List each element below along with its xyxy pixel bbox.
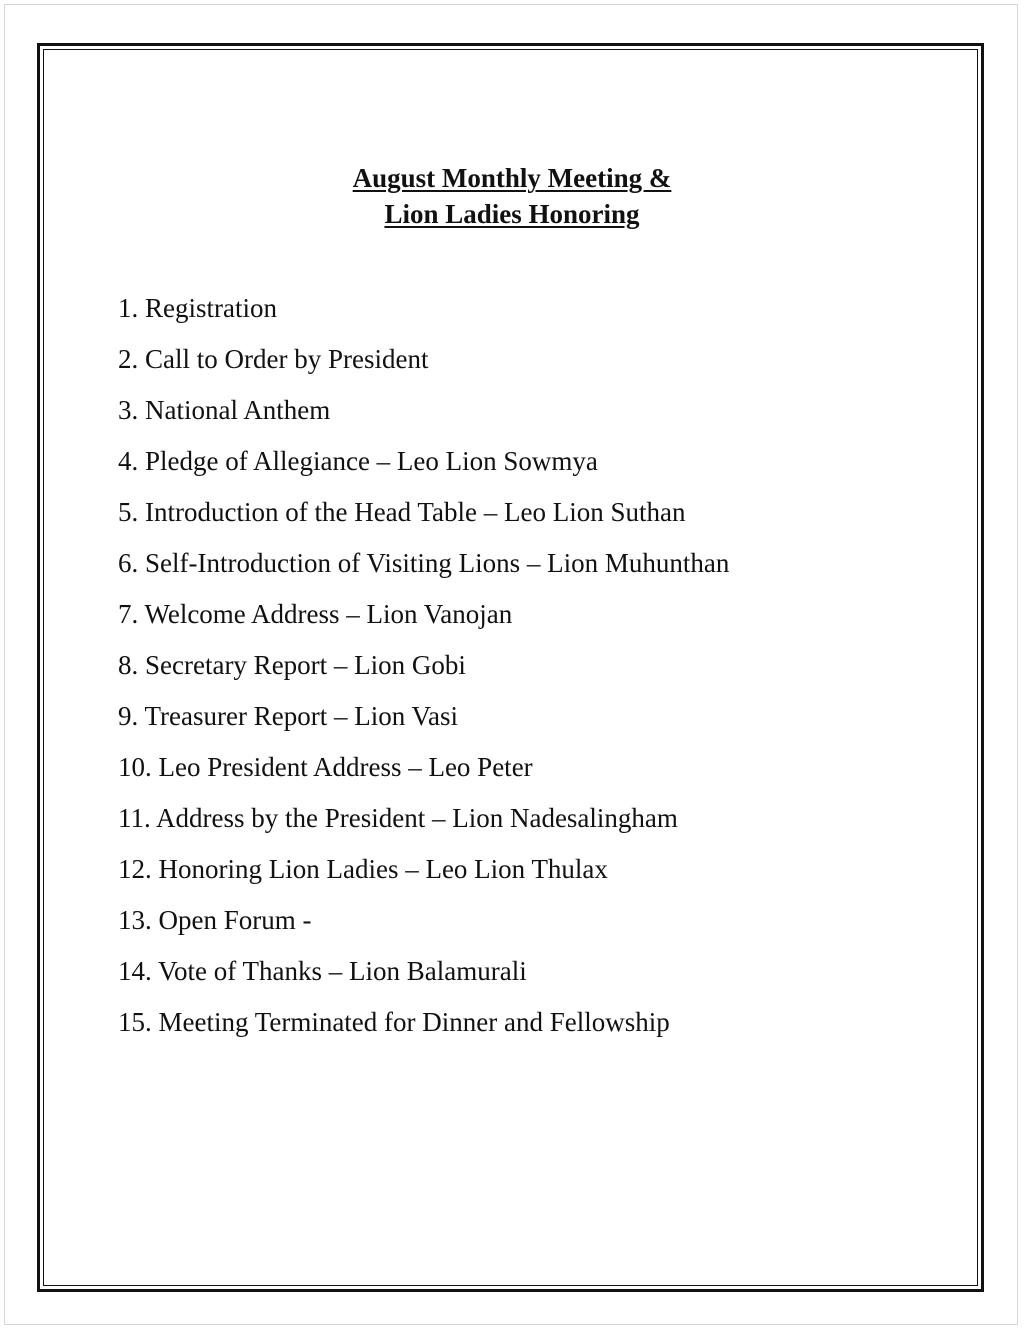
- agenda-item: 6. Self-Introduction of Visiting Lions – Lion Muhunthan: [118, 548, 730, 578]
- agenda-list: [118, 283, 729, 1048]
- agenda-item: 10. Leo President Address – Leo Peter: [118, 752, 533, 782]
- agenda-item: 12. Honoring Lion Ladies – Leo Lion Thulax: [118, 854, 608, 884]
- title-line-1: August Monthly Meeting &: [352, 163, 672, 193]
- agenda-item: 2. Call to Order by President: [118, 344, 429, 374]
- document-title: [0, 160, 1024, 232]
- agenda-item: 9. Treasurer Report – Lion Vasi: [118, 701, 458, 731]
- agenda-item: 11. Address by the President – Lion Nadesalingham: [118, 803, 678, 833]
- title-line-2: Lion Ladies Honoring: [384, 199, 640, 229]
- agenda-item: 4. Pledge of Allegiance – Leo Lion Sowmya: [118, 446, 598, 476]
- agenda-item: 15. Meeting Terminated for Dinner and Fellowship: [118, 1007, 670, 1037]
- agenda-item: 1. Registration: [118, 293, 277, 323]
- agenda-item: 13. Open Forum -: [118, 905, 312, 935]
- agenda-item: 7. Welcome Address – Lion Vanojan: [118, 599, 513, 629]
- agenda-item: 8. Secretary Report – Lion Gobi: [118, 650, 466, 680]
- agenda-item: 3. National Anthem: [118, 395, 331, 425]
- agenda-item: 14. Vote of Thanks – Lion Balamurali: [118, 956, 527, 986]
- agenda-item: 5. Introduction of the Head Table – Leo Lion Suthan: [118, 497, 686, 527]
